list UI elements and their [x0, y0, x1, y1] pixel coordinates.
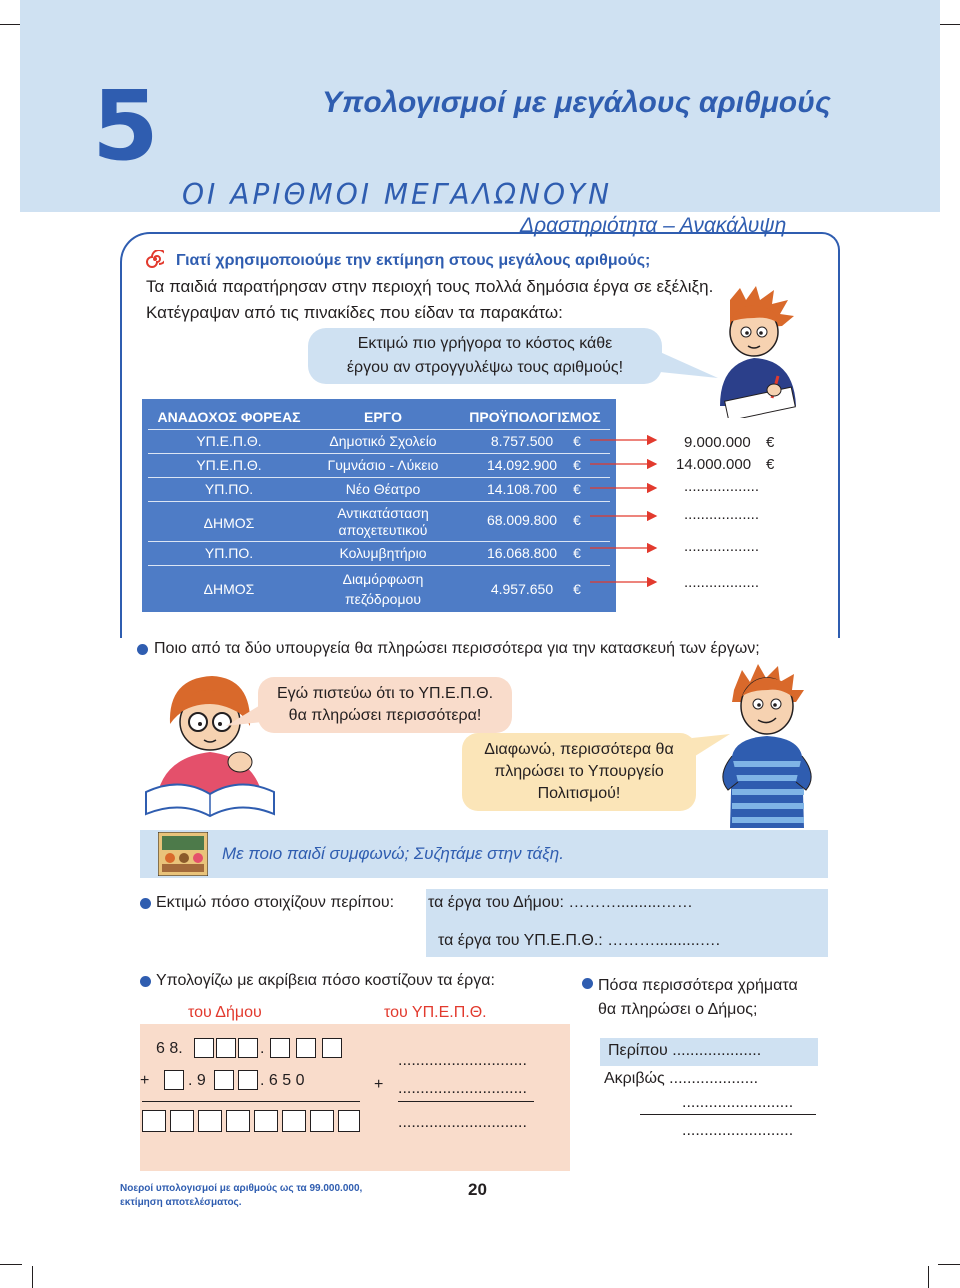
classroom-icon — [158, 832, 208, 876]
sum-digit-box[interactable] — [310, 1110, 334, 1132]
bullet-icon — [137, 644, 148, 655]
exact-answer[interactable]: Ακριβώς .................... — [604, 1070, 759, 1087]
euro-sign: € — [573, 581, 581, 597]
rounded-blank[interactable]: .................. — [684, 538, 760, 555]
column-municipality: του Δήμου — [188, 1004, 262, 1021]
table-cell-agency: ΥΠ.Ε.Π.Θ. — [196, 433, 262, 449]
work-blank[interactable]: ......................... — [682, 1122, 794, 1139]
estimate-municipality[interactable]: τα έργα του Δήμου: ………..........…… — [428, 894, 693, 911]
section-title: ΟΙ ΑΡΙΘΜΟΙ ΜΕΓΑΛΩΝΟΥΝ — [182, 178, 613, 211]
addend-2-end: . 6 5 0 — [260, 1072, 305, 1089]
bubble-tail — [226, 700, 262, 730]
digit-box[interactable] — [216, 1038, 236, 1058]
table-cell-project: Δημοτικό Σχολείο — [329, 433, 437, 449]
digit-box[interactable] — [322, 1038, 342, 1058]
project-line: πεζόδρομου — [345, 591, 421, 607]
ministry-addend-blank[interactable]: ............................. — [398, 1080, 527, 1097]
table-cell-budget: 14.108.700 — [486, 481, 558, 497]
digit-box[interactable] — [214, 1070, 234, 1090]
table-cell-agency: ΥΠ.ΠΟ. — [204, 481, 254, 497]
table-header: ΠΡΟΫΠΟΛΟΓΙΣΜΟΣ — [469, 409, 601, 425]
approx-answer[interactable]: Περίπου .................... — [608, 1042, 762, 1059]
table-cell-project — [316, 569, 450, 609]
euro-sign: € — [573, 457, 581, 473]
sum-digit-box[interactable] — [198, 1110, 222, 1132]
bullet-icon — [582, 978, 593, 989]
table-cell-agency: ΥΠ.ΠΟ. — [204, 545, 254, 561]
table-header: ΕΡΓΟ — [364, 409, 402, 425]
euro-sign: € — [573, 545, 581, 561]
project-line: Αντικατάσταση — [337, 505, 429, 521]
table-cell-project — [316, 505, 450, 539]
standing-boy-illustration — [712, 660, 822, 828]
intro-line-2: Κατέγραψαν από τις πινακίδες που είδαν τα παρακάτω: — [146, 303, 563, 322]
spiral-icon — [146, 250, 164, 268]
table-cell-project: Γυμνάσιο - Λύκειο — [327, 457, 439, 473]
column-ministry: του ΥΠ.Ε.Π.Θ. — [384, 1004, 487, 1021]
sum-digit-box[interactable] — [254, 1110, 278, 1132]
chapter-number: 5 — [92, 70, 155, 182]
bubble-line: έργου αν στρογγυλέψω τους αριθμούς! — [346, 359, 624, 376]
estimate-ministry[interactable]: τα έργα του ΥΠ.Ε.Π.Θ.: ………..........…. — [438, 932, 721, 949]
ministry-sum-blank[interactable]: ............................. — [398, 1114, 527, 1131]
writing-boy-illustration — [690, 286, 820, 418]
ministry-question: Ποιο από τα δύο υπουργεία θα πληρώσει περισσότερα για την κατασκευή των έργων; — [154, 640, 760, 657]
sum-digit-box[interactable] — [226, 1110, 250, 1132]
more-question-line: θα πληρώσει ο Δήμος; — [598, 1001, 758, 1018]
euro-sign: € — [573, 433, 581, 449]
euro-sign: € — [573, 512, 581, 528]
bullet-icon — [140, 898, 151, 909]
rounded-blank[interactable]: .................. — [684, 506, 760, 523]
rounded-value: 9.000.000 — [684, 434, 751, 451]
sum-digit-box[interactable] — [282, 1110, 306, 1132]
project-line: Διαμόρφωση — [342, 571, 424, 587]
table-cell-project: Νέο Θέατρο — [345, 481, 421, 497]
work-blank[interactable]: ......................... — [682, 1094, 794, 1111]
footer-line: εκτίμηση αποτελέσματος. — [120, 1197, 242, 1208]
digit-box[interactable] — [164, 1070, 184, 1090]
euro-sign: € — [766, 434, 775, 451]
sum-digit-box[interactable] — [142, 1110, 166, 1132]
intro-line-1: Τα παιδιά παρατήρησαν στην περιοχή τους πολλά δημόσια έργα σε εξέλιξη. — [146, 277, 714, 296]
sum-digit-box[interactable] — [170, 1110, 194, 1132]
addend-1-prefix: 6 8. — [156, 1040, 183, 1057]
exact-lead: Υπολογίζω με ακρίβεια πόσο κοστίζουν τα έργα: — [156, 972, 495, 989]
table-cell-budget: 4.957.650 — [490, 581, 554, 597]
project-line: αποχετευτικού — [338, 522, 428, 538]
subtraction-line — [640, 1114, 816, 1115]
sum-digit-box[interactable] — [338, 1110, 360, 1132]
rounded-value: 14.000.000 — [676, 456, 752, 473]
table-cell-agency: ΥΠ.Ε.Π.Θ. — [196, 457, 262, 473]
table-cell-budget: 68.009.800 — [486, 512, 558, 528]
bullet-icon — [140, 976, 151, 987]
boy-speech-bubble — [308, 328, 662, 384]
page-number: 20 — [468, 1180, 487, 1199]
rounded-blank[interactable]: .................. — [684, 574, 760, 591]
digit-box[interactable] — [296, 1038, 316, 1058]
boy-speech-bubble — [462, 733, 696, 811]
rounded-blank[interactable]: .................. — [684, 478, 760, 495]
table-cell-agency: ΔΗΜΟΣ — [203, 515, 255, 531]
addend-2-mid: . 9 — [188, 1072, 206, 1089]
digit-box[interactable] — [194, 1038, 214, 1058]
digit-box[interactable] — [270, 1038, 290, 1058]
more-question-line: Πόσα περισσότερα χρήματα — [598, 977, 798, 994]
sum-line — [142, 1101, 360, 1102]
plus-sign: + — [374, 1076, 384, 1093]
table-cell-budget: 8.757.500 — [490, 433, 554, 449]
bubble-line: Πολιτισμού! — [537, 785, 621, 802]
sum-line — [398, 1101, 534, 1102]
footer-line: Νοεροί υπολογισμοί με αριθμούς ως τα 99.000.000, — [120, 1183, 363, 1194]
table-cell-project: Κολυμβητήριο — [339, 545, 427, 561]
ministry-addend-blank[interactable]: ............................. — [398, 1052, 527, 1069]
table-header: ΑΝΑΔΟΧΟΣ ΦΟΡΕΑΣ — [157, 409, 301, 425]
discussion-text: Με ποιο παιδί συμφωνώ; Συζητάμε στην τάξη. — [222, 844, 564, 863]
bubble-line: Διαφωνώ, περισσότερα θα — [484, 741, 674, 758]
chapter-title: Υπολογισμοί με μεγάλους αριθμούς — [322, 86, 831, 119]
digit-box[interactable] — [238, 1070, 258, 1090]
intro-question: Γιατί χρησιμοποιούμε την εκτίμηση στους μεγάλους αριθμούς; — [176, 252, 651, 269]
bubble-line: θα πληρώσει περισσότερα! — [288, 707, 482, 724]
table-cell-budget: 14.092.900 — [486, 457, 558, 473]
girl-speech-bubble — [258, 677, 512, 733]
more-question — [598, 974, 798, 1022]
rounding-arrows — [590, 430, 666, 600]
euro-sign: € — [766, 456, 775, 473]
plus-sign: + — [140, 1072, 150, 1089]
section-subtitle: Δραστηριότητα – Ανακάλυψη — [520, 214, 787, 237]
euro-sign: € — [573, 481, 581, 497]
estimate-lead: Εκτιμώ πόσο στοιχίζουν περίπου: — [156, 894, 395, 911]
bubble-line: Εκτιμώ πιο γρήγορα το κόστος κάθε — [357, 335, 613, 352]
table-cell-budget: 16.068.800 — [486, 545, 558, 561]
thousands-dot: . — [260, 1040, 265, 1057]
digit-box[interactable] — [238, 1038, 258, 1058]
bubble-line: πληρώσει το Υπουργείο — [494, 763, 664, 780]
projects-table — [142, 399, 616, 612]
bubble-line: Εγώ πιστεύω ότι το ΥΠ.Ε.Π.Θ. — [276, 685, 494, 702]
table-cell-agency: ΔΗΜΟΣ — [203, 581, 255, 597]
footer-note — [120, 1182, 362, 1210]
